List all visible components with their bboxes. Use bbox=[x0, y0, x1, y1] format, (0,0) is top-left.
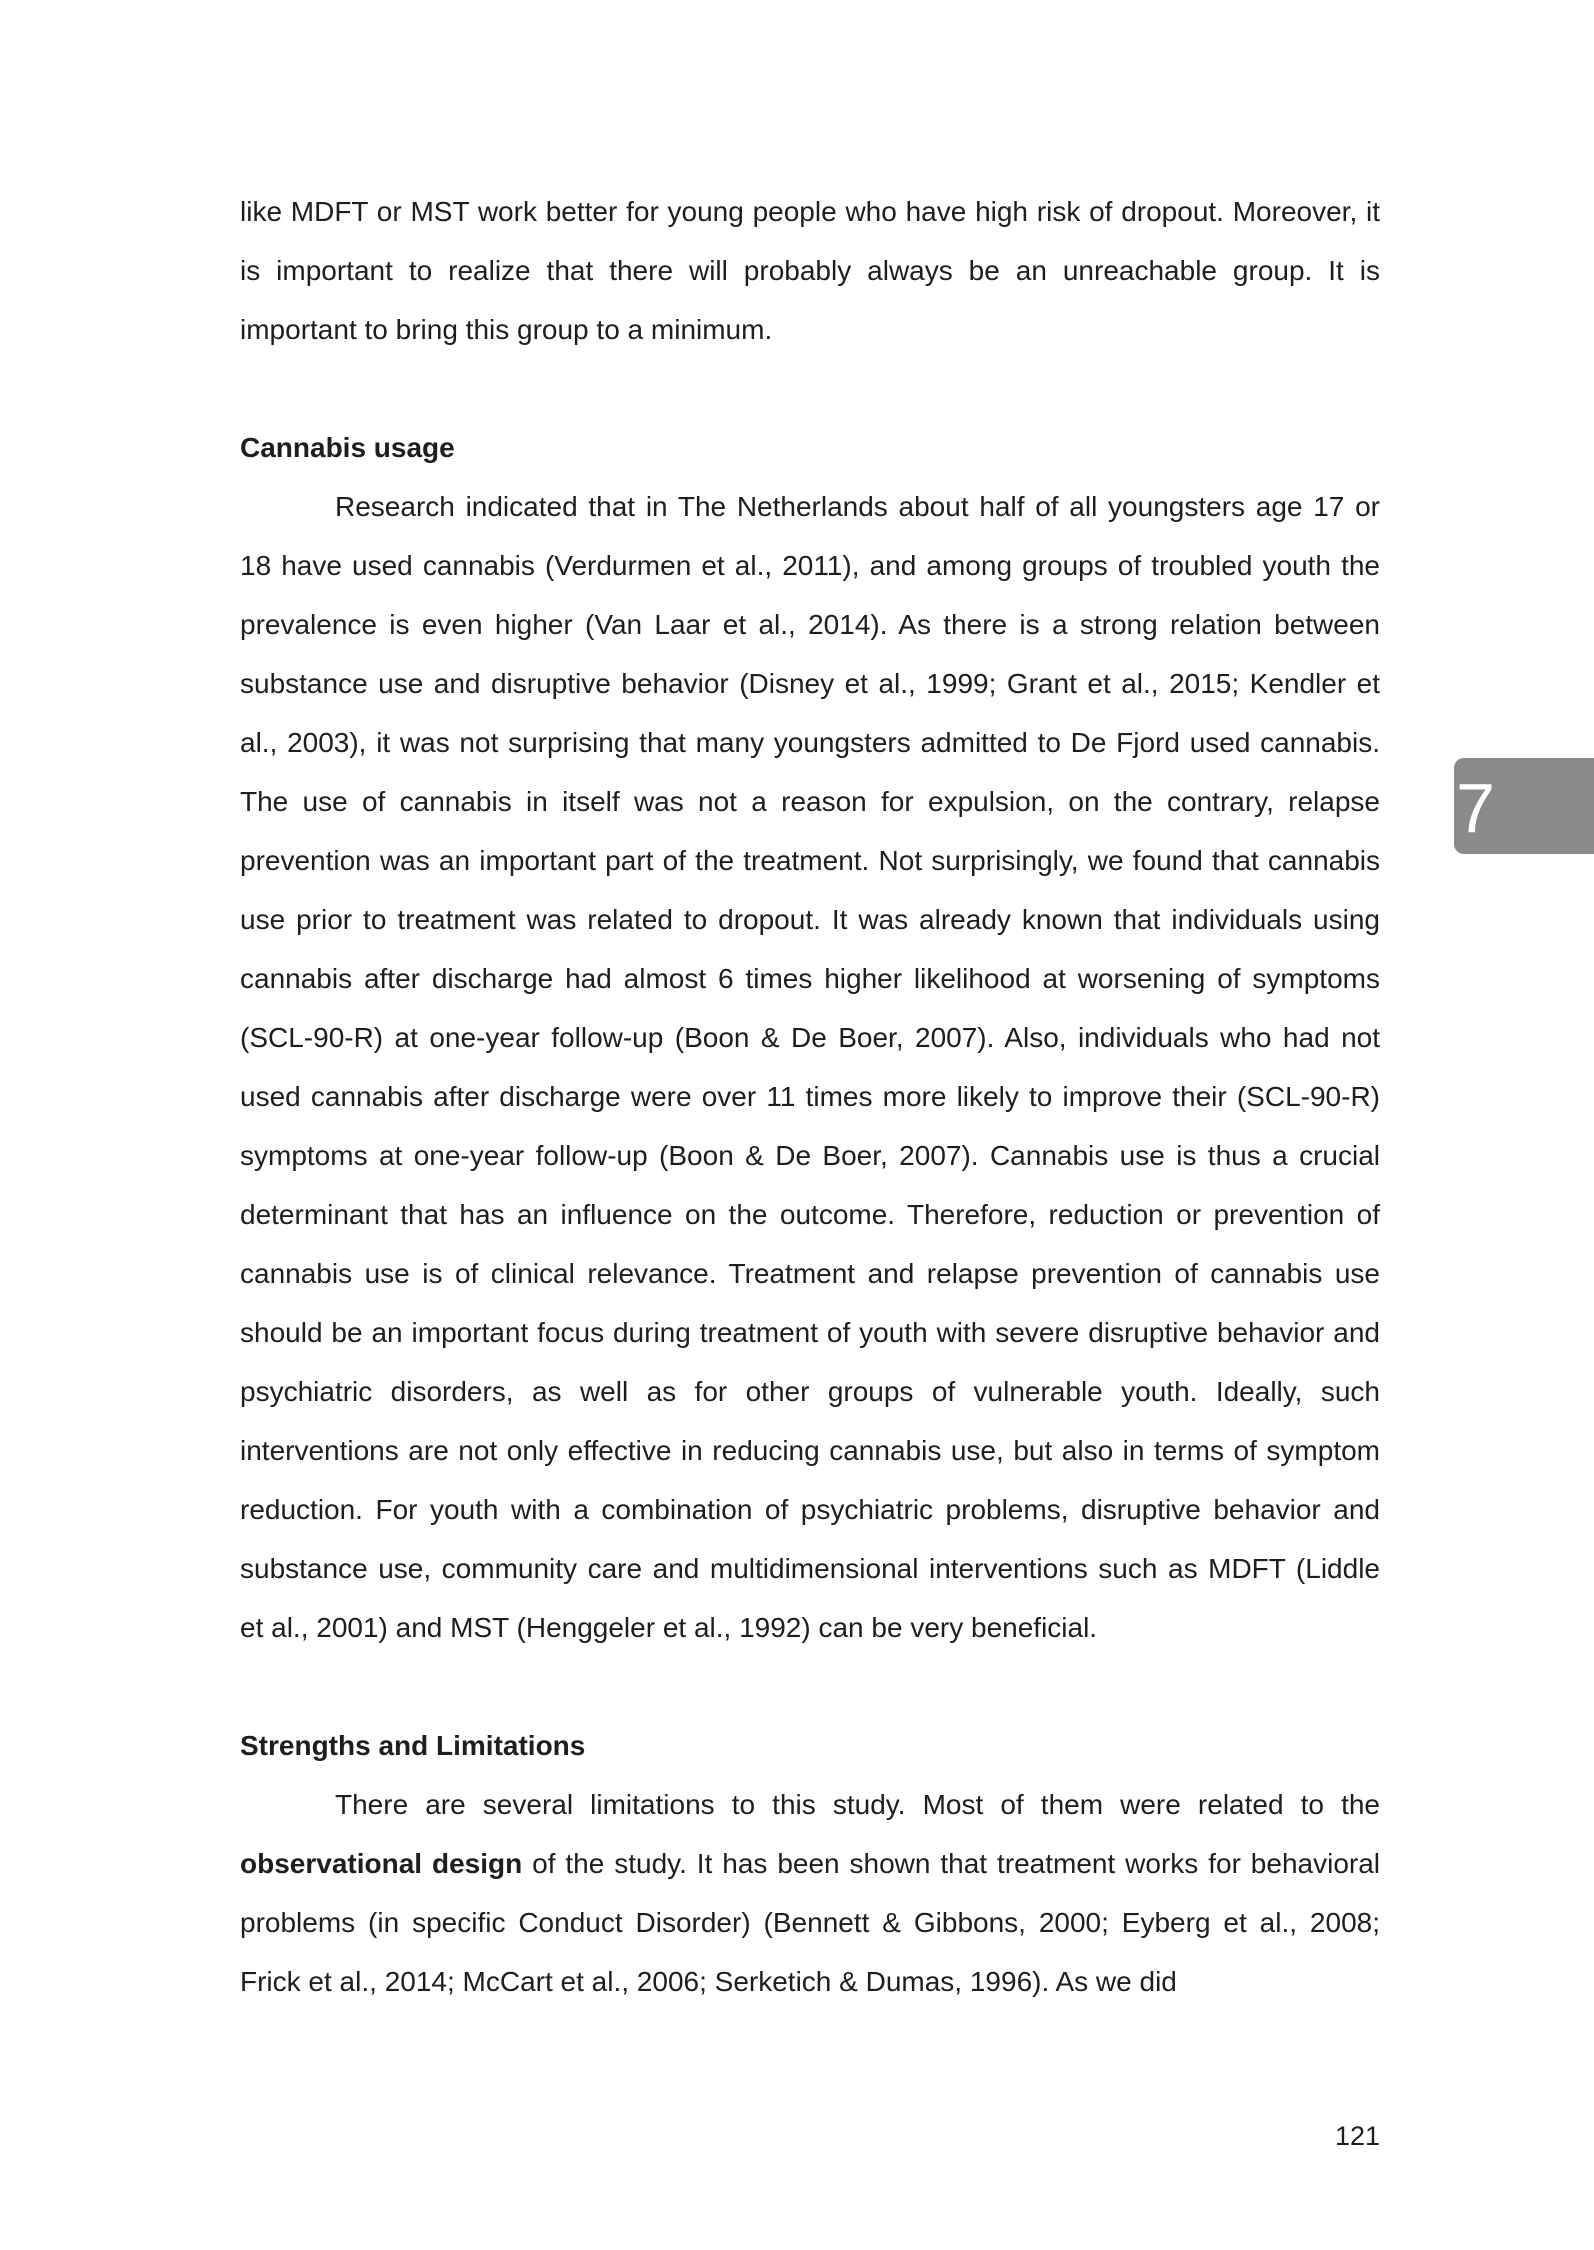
strengths-text-after: of the study. It has been shown that treatment works for behavioral problems (in specific Conduct Disorder) (Bennett & Gibbons, 2000; Eyberg et al., 2008; Frick et al., 2014; McCart et al., 2006; Serketich & Dumas, 1996). As we did bbox=[240, 1848, 1381, 1997]
strengths-paragraph bbox=[240, 1775, 1380, 2011]
section-heading-strengths: Strengths and Limitations bbox=[240, 1730, 586, 1761]
section-heading-cannabis: Cannabis usage bbox=[240, 432, 455, 463]
strengths-text-before: There are several limitations to this study. Most of them were related to the bbox=[335, 1789, 1380, 1820]
body-text-column bbox=[240, 182, 1380, 2011]
chapter-number: 7 bbox=[1456, 769, 1495, 847]
strengths-bold-phrase: observational design bbox=[240, 1848, 523, 1879]
chapter-tab bbox=[1454, 758, 1594, 854]
page-number: 121 bbox=[1334, 2121, 1380, 2151]
cannabis-paragraph: Research indicated that in The Netherlands about half of all youngsters age 17 or 18 have used cannabis (Verdurmen et al., 2011), and among groups of troubled youth the prevalence is even higher (Van Laar et al., 2014). As there is a strong relation between substance use and disruptive behavior (Disney et al., 1999; Grant et al., 2015; Kendler et al., 2003), it was not surprising that many youngsters admitted to De Fjord used cannabis. The use of cannabis in itself was not a reason for expulsion, on the contrary, relapse prevention was an important part of the treatment. Not surprisingly, we found that cannabis use prior to treatment was related to dropout. It was already known that individuals using cannabis after discharge had almost 6 times higher likelihood at worsening of symptoms (SCL-90-R) at one-year follow-up (Boon & De Boer, 2007). Also, individuals who had not used cannabis after discharge were over 11 times more likely to improve their (SCL-90-R) symptoms at one-year follow-up (Boon & De Boer, 2007). Cannabis use is thus a crucial determinant that has an influence on the outcome. Therefore, reduction or prevention of cannabis use is of clinical relevance. Treatment and relapse prevention of cannabis use should be an important focus during treatment of youth with severe disruptive behavior and psychiatric disorders, as well as for other groups of vulnerable youth. Ideally, such interventions are not only effective in reducing cannabis use, but also in terms of symptom reduction. For youth with a combination of psychiatric problems, disruptive behavior and substance use, community care and multidimensional interventions such as MDFT (Liddle et al., 2001) and MST (Henggeler et al., 1992) can be very beneficial. bbox=[240, 491, 1380, 1643]
intro-paragraph: like MDFT or MST work better for young people who have high risk of dropout. Moreover, it is important to realize that there will probably always be an unreachable group. It is important to bring this group to a minimum. bbox=[240, 196, 1380, 345]
